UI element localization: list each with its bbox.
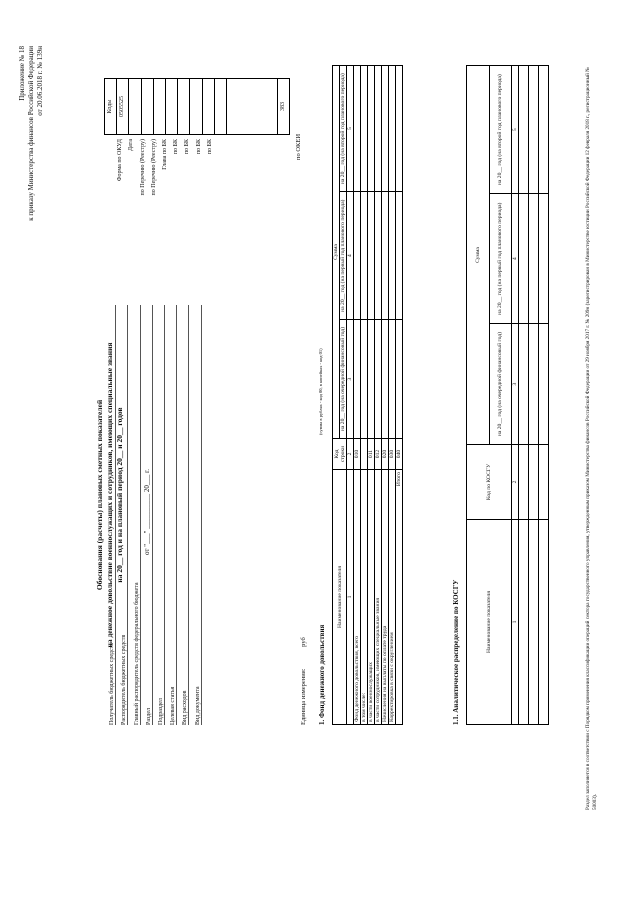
- codes-box: [104, 78, 290, 135]
- col-number: 1: [347, 470, 354, 725]
- table-row: [529, 66, 539, 725]
- section1-table: [332, 65, 403, 725]
- value-cell[interactable]: [539, 194, 549, 324]
- code-cell: [178, 79, 190, 134]
- col-year1-header: на 20__ год (на очередной финансовый год): [489, 324, 512, 445]
- col-name-header: Наименование показателя: [333, 470, 347, 725]
- title-line: на денежное довольствие военнослужащих и сотрудников, имеющих специальные звания: [105, 342, 114, 648]
- code-label: по БК: [195, 139, 202, 155]
- code-cell: [227, 79, 278, 134]
- units-label: Единица измерения:: [300, 668, 307, 725]
- section1-heading: 1. Фонд денежного довольствия: [318, 624, 326, 725]
- sum-code-note: (сумма в рублях - код 00, в копейках - код 01): [318, 348, 323, 435]
- value-cell[interactable]: [519, 194, 529, 324]
- value-cell[interactable]: [529, 324, 539, 445]
- footnote: Раздел заполняется в соответствии с Порядком применения классификации операций сектора государственного управления, утвержденным приказом Министерства финансов Российской Федерации от 29 ноября 2017 г. № 209н (зарегистрирован в Министерстве юстиции Российской Федерации 12 февраля 2018 г., регистрационный № 50003).: [585, 66, 598, 810]
- form-row: [104, 305, 116, 725]
- code-cell: [215, 79, 227, 134]
- appendix-line: Приложение № 18: [18, 46, 26, 101]
- value-cell[interactable]: [529, 66, 539, 194]
- row-name: Начисления на выплаты по оплате труда: [382, 470, 389, 725]
- value-cell[interactable]: [361, 192, 368, 320]
- col-year2-header: на 20__ год (на первый год планового периода): [489, 194, 512, 324]
- row-name: Итого: [396, 470, 403, 725]
- col-year3-header: на 20__ год (на второй год планового периода): [489, 66, 512, 194]
- appendix-line: от 20.06.2018 г. № 139н: [36, 46, 44, 116]
- col-sum-header: Сумма: [333, 66, 340, 439]
- code-label: Глава по БК: [161, 139, 168, 170]
- row-code: 012: [375, 439, 382, 470]
- value-cell[interactable]: [389, 66, 396, 192]
- form-row: [128, 305, 140, 725]
- col-name-header: Наименование показателя: [467, 520, 512, 725]
- code-cell: [166, 79, 178, 134]
- table-number-row: [512, 66, 519, 725]
- okei-code: 383: [279, 102, 286, 111]
- value-cell[interactable]: [382, 320, 389, 439]
- value-cell[interactable]: [519, 324, 529, 445]
- col-sum-header: Сумма: [467, 66, 490, 445]
- value-cell[interactable]: [368, 192, 375, 320]
- value-cell[interactable]: [519, 445, 529, 520]
- form-row: [189, 305, 201, 725]
- value-cell[interactable]: [529, 445, 539, 520]
- table-row: [354, 66, 361, 725]
- value-cell[interactable]: [375, 66, 382, 192]
- value-cell[interactable]: [354, 66, 361, 192]
- appendix-note: [18, 46, 45, 221]
- units-value: руб: [300, 637, 307, 647]
- code-cell: [203, 79, 215, 134]
- field-label: Подраздел: [157, 698, 164, 725]
- value-cell[interactable]: [389, 320, 396, 439]
- table-row: [368, 66, 375, 725]
- col-code-header: Код по КОСГУ: [467, 445, 512, 520]
- row-name: в том числе:: [361, 470, 368, 725]
- table-row: [519, 66, 529, 725]
- title-line: Обоснования (расчеты) плановых сметных показателей: [95, 399, 104, 591]
- row-code: 030: [389, 439, 396, 470]
- row-code: 040: [396, 439, 403, 470]
- form-row: [141, 305, 153, 725]
- col-code-header: Код строки: [333, 439, 347, 470]
- row-code: 020: [382, 439, 389, 470]
- form-row: [165, 305, 177, 725]
- col-year1-header: на 20__ год (на очередной финансовый год): [340, 320, 347, 439]
- section11-table: [466, 65, 549, 725]
- row-name: в части военнослужащих: [368, 470, 375, 725]
- code-label: по БК: [184, 139, 191, 155]
- code-cell: [142, 79, 154, 134]
- code-labels-spacer: [104, 139, 115, 205]
- form-row: [177, 305, 189, 725]
- col-number: 3: [512, 324, 519, 445]
- field-label: Главный распорядитель средств федерального бюджета: [133, 582, 140, 725]
- col-number: 4: [347, 192, 354, 320]
- title-line: на 20__ год и на плановый период 20__ и 20__ годов: [115, 407, 124, 583]
- value-cell[interactable]: [382, 66, 389, 192]
- okei-label: по ОКЕИ: [295, 133, 302, 160]
- value-cell[interactable]: [396, 320, 403, 439]
- table-header-row: [333, 66, 340, 725]
- row-code: 011: [368, 439, 375, 470]
- value-cell[interactable]: [368, 320, 375, 439]
- code-cell: [190, 79, 202, 134]
- col-number: 1: [512, 520, 519, 725]
- row-name: Фонд денежного довольствия, всего: [354, 470, 361, 725]
- col-number: 2: [347, 439, 354, 470]
- table-row: [539, 66, 549, 725]
- row-name: Корректировка в связи с округлением: [389, 470, 396, 725]
- field-label: Вид документа: [194, 686, 201, 725]
- row-code: [361, 439, 368, 470]
- value-cell[interactable]: [361, 320, 368, 439]
- date-line: от "___" __________ 20___ г.: [143, 468, 151, 555]
- col-number: 5: [512, 66, 519, 194]
- table-row: [389, 66, 396, 725]
- code-label: Форма по ОКУД: [117, 139, 124, 182]
- table-row: [382, 66, 389, 725]
- value-cell[interactable]: [361, 66, 368, 192]
- field-label: Распорядитель бюджетных средств: [121, 634, 128, 725]
- units-row: [300, 637, 307, 725]
- field-label: Вид расходов: [182, 690, 189, 725]
- code-labels: [104, 139, 216, 205]
- code-label: Дата: [128, 139, 135, 151]
- table-row: [361, 66, 368, 725]
- table-number-row: [347, 66, 354, 725]
- value-cell[interactable]: [519, 520, 529, 725]
- form-row: [116, 305, 128, 725]
- value-cell[interactable]: [539, 66, 549, 194]
- value-cell[interactable]: [354, 192, 361, 320]
- field-label: Раздел: [145, 708, 152, 725]
- value-cell[interactable]: [539, 445, 549, 520]
- row-code: 010: [354, 439, 361, 470]
- form-row: [153, 305, 165, 725]
- col-number: 2: [512, 445, 519, 520]
- code-label: по БК: [206, 139, 213, 155]
- value-cell[interactable]: [375, 320, 382, 439]
- value-cell[interactable]: [539, 324, 549, 445]
- value-cell[interactable]: [368, 66, 375, 192]
- field-label: Получатель бюджетных средств: [109, 642, 116, 725]
- form-fields: [104, 305, 202, 725]
- value-cell[interactable]: [529, 194, 539, 324]
- table-row: [375, 66, 382, 725]
- col-number: 5: [347, 66, 354, 192]
- value-cell[interactable]: [396, 192, 403, 320]
- section11-heading: 1.1. Аналитическое распределение по КОСГУ: [452, 579, 460, 725]
- col-year2-header: на 20__ год (на первый год планового периода): [340, 192, 347, 320]
- okud-code: 0505525: [117, 79, 129, 134]
- codes-header: Коды: [105, 79, 117, 134]
- value-cell[interactable]: [529, 520, 539, 725]
- code-label: по БК: [173, 139, 180, 155]
- code-cell: [154, 79, 166, 134]
- value-cell[interactable]: [539, 520, 549, 725]
- table-header-row: [467, 66, 490, 725]
- value-cell[interactable]: [396, 66, 403, 192]
- value-cell[interactable]: [389, 192, 396, 320]
- field-label: Целевая статья: [170, 686, 177, 725]
- col-number: 4: [512, 194, 519, 324]
- value-cell[interactable]: [375, 192, 382, 320]
- value-cell[interactable]: [354, 320, 361, 439]
- code-cell: [129, 79, 141, 134]
- value-cell[interactable]: [519, 66, 529, 194]
- code-label: по Перечню (Реестру): [150, 139, 157, 196]
- table-total-row: [396, 66, 403, 725]
- value-cell[interactable]: [382, 192, 389, 320]
- col-year3-header: на 20__ год (на второй год планового периода): [340, 66, 347, 192]
- code-label: по Перечню (Реестру): [139, 139, 146, 196]
- appendix-line: к приказу Министерства финансов Российской Федерации: [27, 46, 35, 221]
- row-name: в части сотрудников, имеющих специальные звания: [375, 470, 382, 725]
- col-number: 3: [347, 320, 354, 439]
